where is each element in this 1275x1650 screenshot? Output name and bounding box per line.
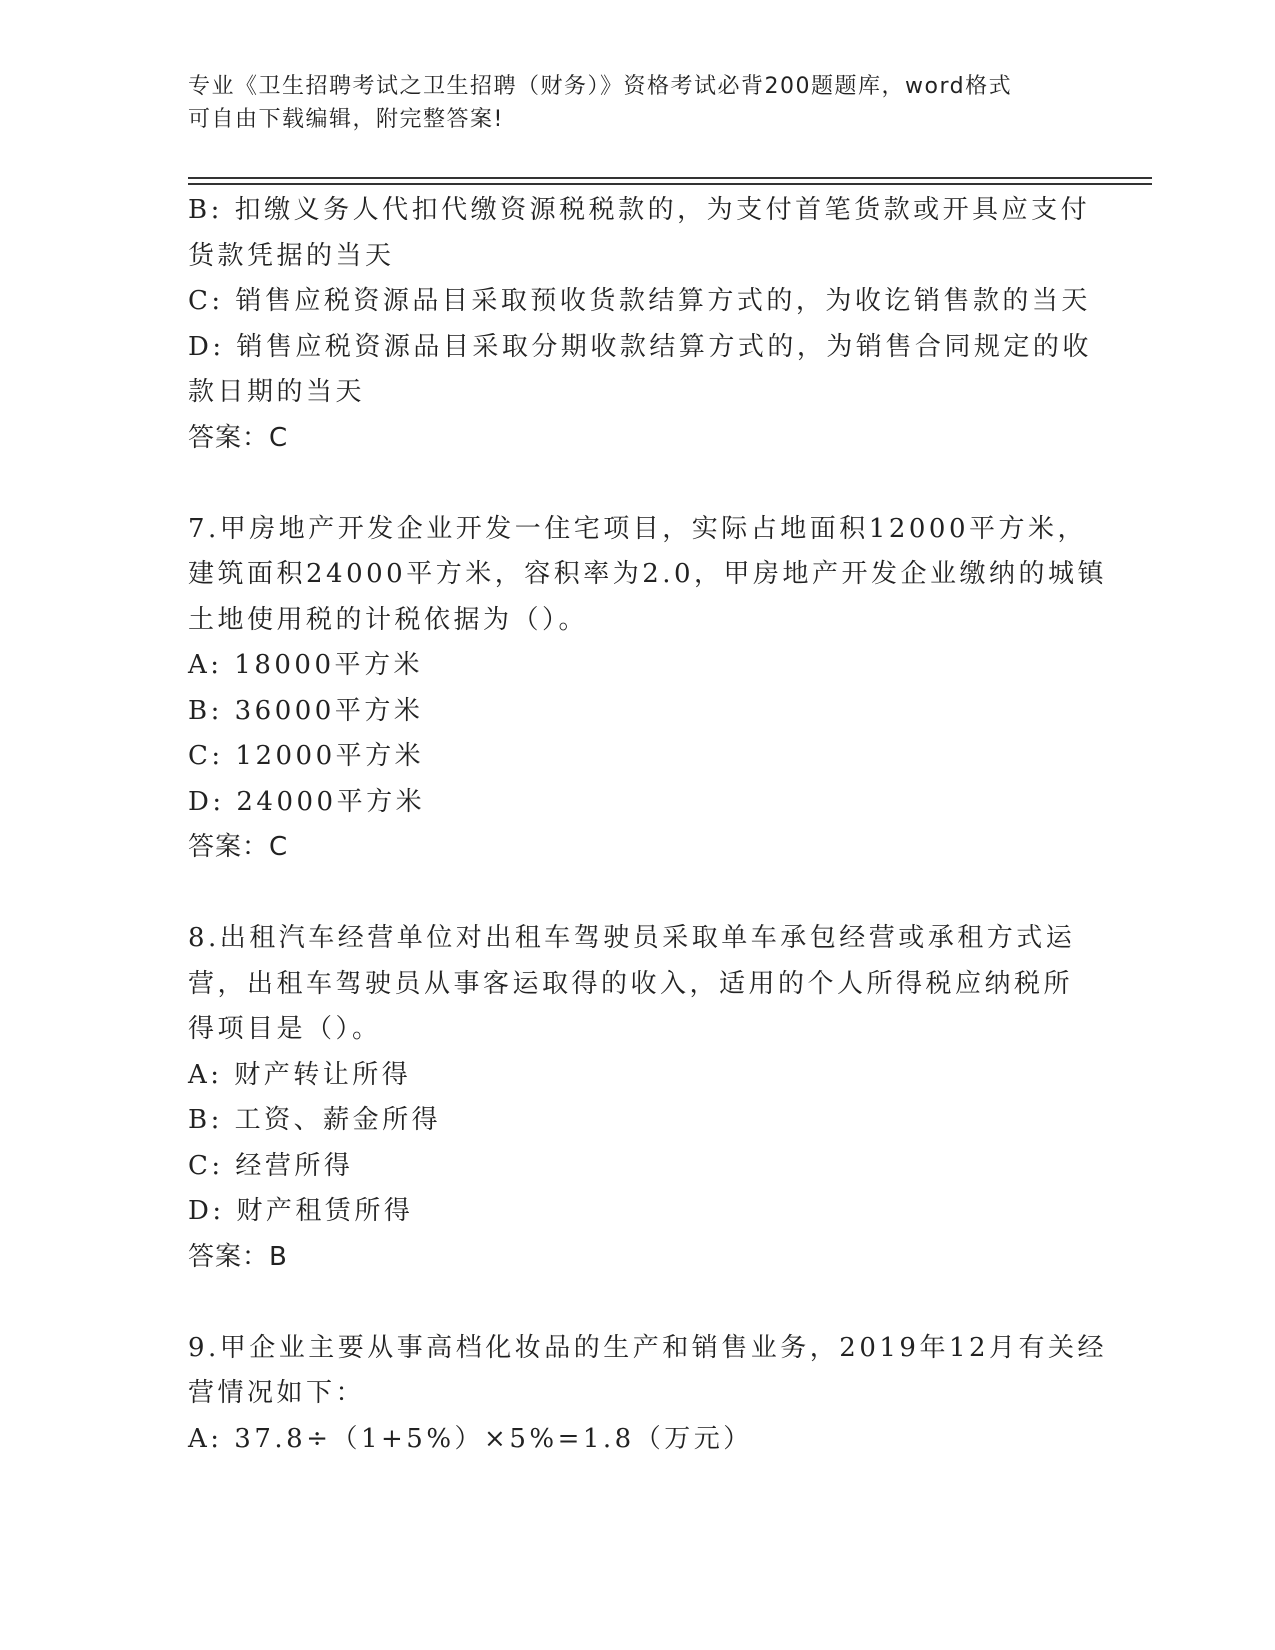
answer: 答案：C <box>188 832 289 862</box>
option-a: A: 37.8÷（1+5%）×5%=1.8（万元） <box>188 1423 753 1454</box>
spacer <box>188 871 1088 917</box>
question-stem-line-2: 建筑面积24000平方米，容积率为2.0，甲房地产开发企业缴纳的城镇 <box>188 559 1108 589</box>
spacer <box>188 461 1088 507</box>
spacer <box>188 1280 1088 1326</box>
document-content <box>188 188 1108 1462</box>
document-header <box>188 70 1068 136</box>
answer: 答案：C <box>188 422 289 453</box>
option-d-line-1: D: 销售应税资源品目采取分期收款结算方式的，为销售合同规定的收 <box>188 331 1092 362</box>
question-stem-line-1: 8.出租汽车经营单位对出租车驾驶员采取单车承包经营或承租方式运 <box>188 923 1076 953</box>
option-a: A: 18000平方米 <box>188 650 424 680</box>
option-d: D: 财产租赁所得 <box>188 1196 414 1226</box>
answer: 答案：B <box>188 1241 288 1272</box>
question-stem-line-1: 7.甲房地产开发企业开发一住宅项目，实际占地面积12000平方米， <box>188 513 1088 544</box>
question-8 <box>188 916 1088 1280</box>
question-stem-line-2: 营情况如下： <box>188 1378 366 1408</box>
question-stem-line-2: 营，出租车驾驶员从事客运取得的收入，适用的个人所得税应纳税所 <box>188 968 1074 999</box>
question-stem-line-3: 土地使用税的计税依据为（）。 <box>188 604 589 635</box>
option-c: C: 销售应税资源品目采取预收货款结算方式的，为收讫销售款的当天 <box>188 286 1091 316</box>
header-title-line-2: 可自由下载编辑，附完整答案! <box>188 107 504 132</box>
question-stem-line-1: 9.甲企业主要从事高档化妆品的生产和销售业务，2019年12月有关经 <box>188 1332 1108 1363</box>
option-d-line-2: 款日期的当天 <box>188 377 366 407</box>
option-a: A: 财产转让所得 <box>188 1059 412 1090</box>
header-divider-bottom <box>188 183 1152 185</box>
option-d: D: 24000平方米 <box>188 786 426 817</box>
option-b-line-1: B: 扣缴义务人代扣代缴资源税税款的，为支付首笔货款或开具应支付 <box>188 195 1091 225</box>
option-b-line-2: 货款凭据的当天 <box>188 240 395 271</box>
option-b: B: 36000平方米 <box>188 695 424 726</box>
header-title-line-1: 专业《卫生招聘考试之卫生招聘（财务）》资格考试必背200题题库，word格式 <box>188 74 1013 99</box>
question-9 <box>188 1326 1108 1463</box>
question-6 <box>188 188 1092 461</box>
option-b: B: 工资、薪金所得 <box>188 1105 442 1135</box>
option-c: C: 12000平方米 <box>188 741 425 771</box>
question-stem-line-3: 得项目是（）。 <box>188 1014 382 1044</box>
option-c: C: 经营所得 <box>188 1150 354 1181</box>
header-divider-top <box>188 177 1152 179</box>
question-7 <box>188 507 1108 871</box>
